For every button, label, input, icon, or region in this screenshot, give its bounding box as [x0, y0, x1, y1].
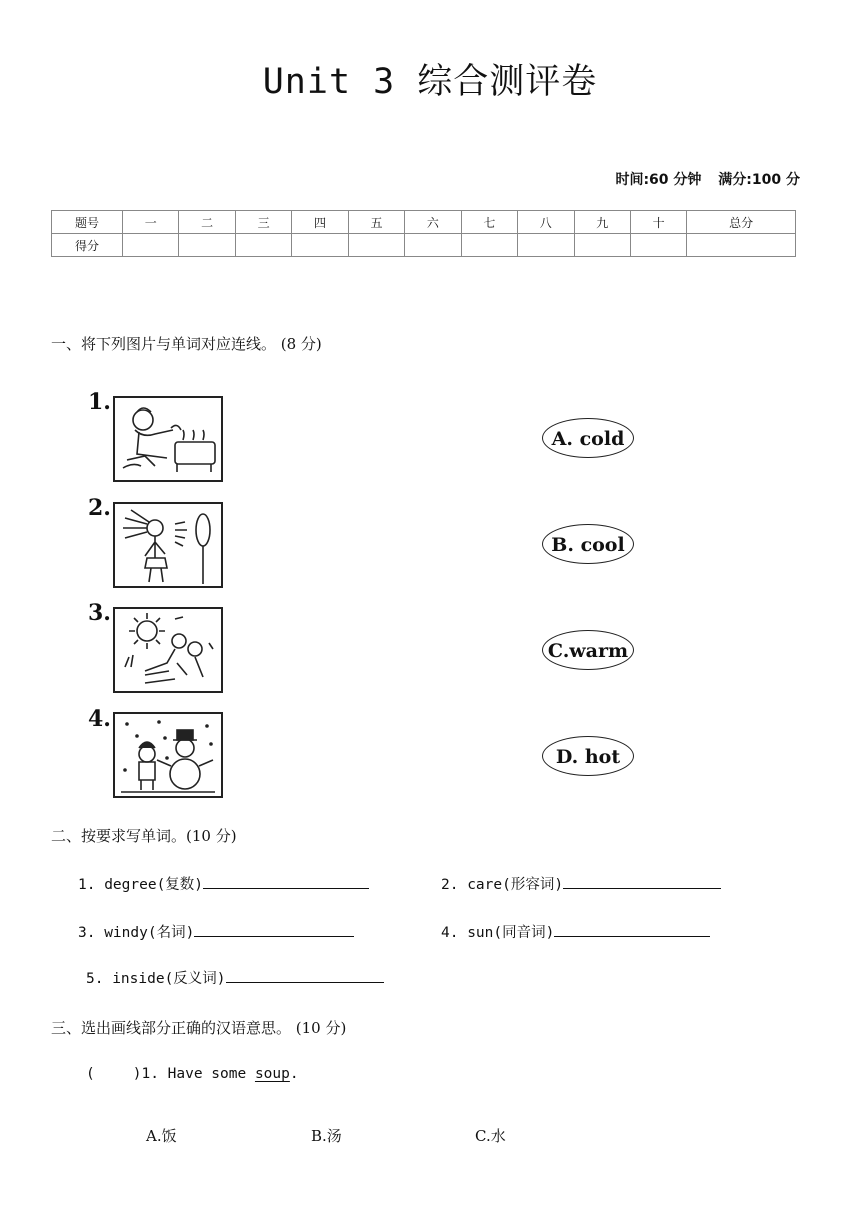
fill-item-label: 1. degree(复数)	[78, 877, 204, 893]
score-input-cell[interactable]	[235, 234, 291, 257]
score-header-cell: 五	[348, 211, 404, 234]
option-hot[interactable]: D. hot	[542, 736, 634, 776]
score-table-header-row	[52, 211, 796, 234]
fill-item	[78, 921, 354, 942]
time-limit: 时间:60 分钟	[615, 172, 702, 188]
option-warm[interactable]: C.warm	[542, 630, 634, 670]
question-end: .	[289, 1066, 299, 1082]
underlined-word: soup	[254, 1066, 290, 1082]
score-input-cell[interactable]	[405, 234, 461, 257]
section1-title: 一、将下列图片与单词对应连线。 (8 分)	[51, 335, 322, 353]
fill-item	[78, 873, 369, 894]
score-header-cell: 一	[123, 211, 179, 234]
question-number: 1.	[88, 389, 111, 415]
boy-warming-hands-icon[interactable]	[113, 396, 223, 482]
score-input-cell[interactable]	[348, 234, 404, 257]
fill-item-label: 4. sun(同音词)	[441, 925, 555, 941]
score-header-cell: 二	[179, 211, 235, 234]
fill-item-label: 3. windy(名词)	[78, 925, 195, 941]
sun-kids-icon[interactable]	[113, 607, 223, 693]
score-header-cell: 八	[518, 211, 574, 234]
score-header-cell: 七	[461, 211, 517, 234]
snowman-icon[interactable]	[113, 712, 223, 798]
question-number: 2.	[88, 495, 111, 521]
page-title: Unit 3 综合测评卷	[262, 62, 598, 102]
answer-paren[interactable]: (	[86, 1066, 95, 1082]
score-header-cell: 题号	[52, 211, 123, 234]
question-number: 4.	[88, 706, 111, 732]
score-input-cell[interactable]	[687, 234, 796, 257]
fill-item-label: 5. inside(反义词)	[86, 971, 226, 987]
score-header-cell: 九	[574, 211, 630, 234]
question-text: )1. Have some	[132, 1066, 255, 1082]
answer-blank[interactable]	[226, 968, 384, 983]
answer-blank[interactable]	[194, 922, 354, 937]
score-input-cell[interactable]	[123, 234, 179, 257]
option-cold[interactable]: A. cold	[542, 418, 634, 458]
choice-option-b[interactable]: B.汤	[311, 1127, 342, 1145]
fill-item	[86, 967, 384, 988]
girl-fan-icon[interactable]	[113, 502, 223, 588]
score-input-cell[interactable]	[292, 234, 348, 257]
question-number: 3.	[88, 600, 111, 626]
score-input-cell[interactable]	[461, 234, 517, 257]
score-header-cell: 总分	[687, 211, 796, 234]
answer-blank[interactable]	[554, 922, 710, 937]
score-table-score-row	[52, 234, 796, 257]
score-header-cell: 十	[630, 211, 686, 234]
choice-option-a[interactable]: A.饭	[146, 1127, 177, 1145]
score-input-cell[interactable]	[630, 234, 686, 257]
score-table	[51, 210, 796, 257]
score-row-label: 得分	[52, 234, 123, 257]
score-input-cell[interactable]	[179, 234, 235, 257]
fill-item	[441, 921, 710, 942]
section2-title: 二、按要求写单词。(10 分)	[51, 827, 237, 845]
answer-blank[interactable]	[203, 874, 369, 889]
fill-item	[441, 873, 721, 894]
option-cool[interactable]: B. cool	[542, 524, 634, 564]
section3-title: 三、选出画线部分正确的汉语意思。 (10 分)	[51, 1019, 347, 1037]
score-input-cell[interactable]	[574, 234, 630, 257]
answer-blank[interactable]	[563, 874, 721, 889]
score-input-cell[interactable]	[518, 234, 574, 257]
full-score: 满分:100 分	[718, 172, 800, 188]
exam-meta	[615, 169, 800, 189]
score-header-cell: 六	[405, 211, 461, 234]
score-header-cell: 三	[235, 211, 291, 234]
choice-question	[86, 1066, 299, 1082]
fill-item-label: 2. care(形容词)	[441, 877, 564, 893]
score-header-cell: 四	[292, 211, 348, 234]
choice-option-c[interactable]: C.水	[475, 1127, 506, 1145]
